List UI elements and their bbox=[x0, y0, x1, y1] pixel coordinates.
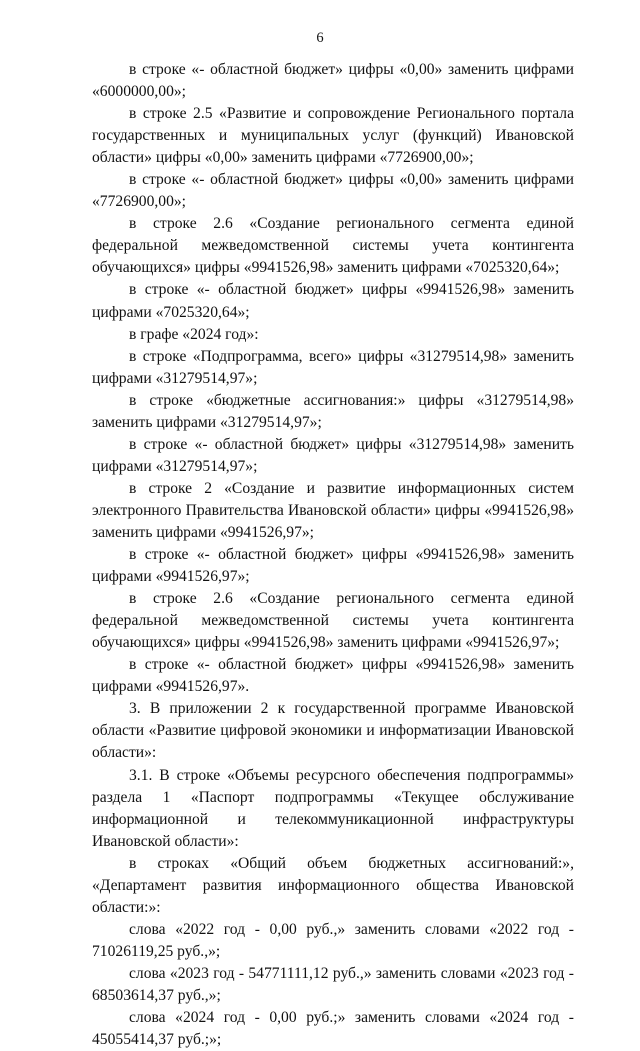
paragraph: в строке 2.6 «Создание регионального сегмента единой федеральной межведомственной системы учета контингента обучающихся» цифры «9941526,98» заменить цифрами «9941526,97»; bbox=[92, 590, 574, 652]
paragraph: слова «2024 год - 0,00 руб.;» заменить словами «2024 год - 45055414,37 руб.;»; bbox=[92, 1009, 574, 1049]
paragraph: 3.1. В строке «Объемы ресурсного обеспечения подпрограммы» раздела 1 «Паспорт подпрограммы «Текущее обслуживание информационной и телекоммуникационной инфраструктуры Ивановской области»: bbox=[92, 766, 574, 850]
paragraph: в строке 2.6 «Создание регионального сегмента единой федеральной межведомственной системы учета контингента обучающихся» цифры «9941526,98» заменить цифрами «7025320,64»; bbox=[92, 215, 574, 277]
paragraph: в графе «2024 год»: bbox=[129, 325, 259, 343]
paragraph: в строке 2 «Создание и развитие информационных систем электронного Правительства Ивановской области» цифры «9941526,98» заменить цифрами «9941526,97»; bbox=[92, 479, 574, 541]
page-number: 6 bbox=[316, 30, 324, 46]
paragraph: в строке «- областной бюджет» цифры «9941526,98» заменить цифрами «9941526,97». bbox=[92, 656, 574, 696]
paragraph: в строке «- областной бюджет» цифры «9941526,98» заменить цифрами «7025320,64»; bbox=[92, 281, 574, 321]
paragraph: в строке «- областной бюджет» цифры «31279514,98» заменить цифрами «31279514,97»; bbox=[92, 435, 574, 475]
paragraph: в строке «- областной бюджет» цифры «0,00» заменить цифрами «7726900,00»; bbox=[92, 171, 574, 211]
paragraph: 3. В приложении 2 к государственной программе Ивановской области «Развитие цифровой экономики и информатизации Ивановской области»: bbox=[92, 700, 574, 762]
paragraph: в строках «Общий объем бюджетных ассигнований:», «Департамент развития информационного общества Ивановской области:»: bbox=[92, 854, 574, 916]
paragraph: в строке «бюджетные ассигнования:» цифры «31279514,98» заменить цифрами «31279514,97»; bbox=[92, 391, 574, 431]
paragraph: в строке 2.5 «Развитие и сопровождение Регионального портала государственных и муниципальных услуг (функций) Ивановской области» цифры «0,00» заменить цифрами «7726900,00»; bbox=[92, 105, 574, 167]
document-body bbox=[92, 59, 574, 1051]
paragraph: слова «2022 год - 0,00 руб.,» заменить словами «2022 год - 71026119,25 руб.,»; bbox=[92, 920, 574, 960]
paragraph: в строке «- областной бюджет» цифры «9941526,98» заменить цифрами «9941526,97»; bbox=[92, 546, 574, 586]
paragraph: в строке «Подпрограмма, всего» цифры «31279514,98» заменить цифрами «31279514,97»; bbox=[92, 347, 574, 387]
paragraph: слова «2023 год - 54771111,12 руб.,» заменить словами «2023 год - 68503614,37 руб.,»; bbox=[92, 964, 574, 1004]
paragraph: в строке «- областной бюджет» цифры «0,00» заменить цифрами «6000000,00»; bbox=[92, 61, 574, 101]
